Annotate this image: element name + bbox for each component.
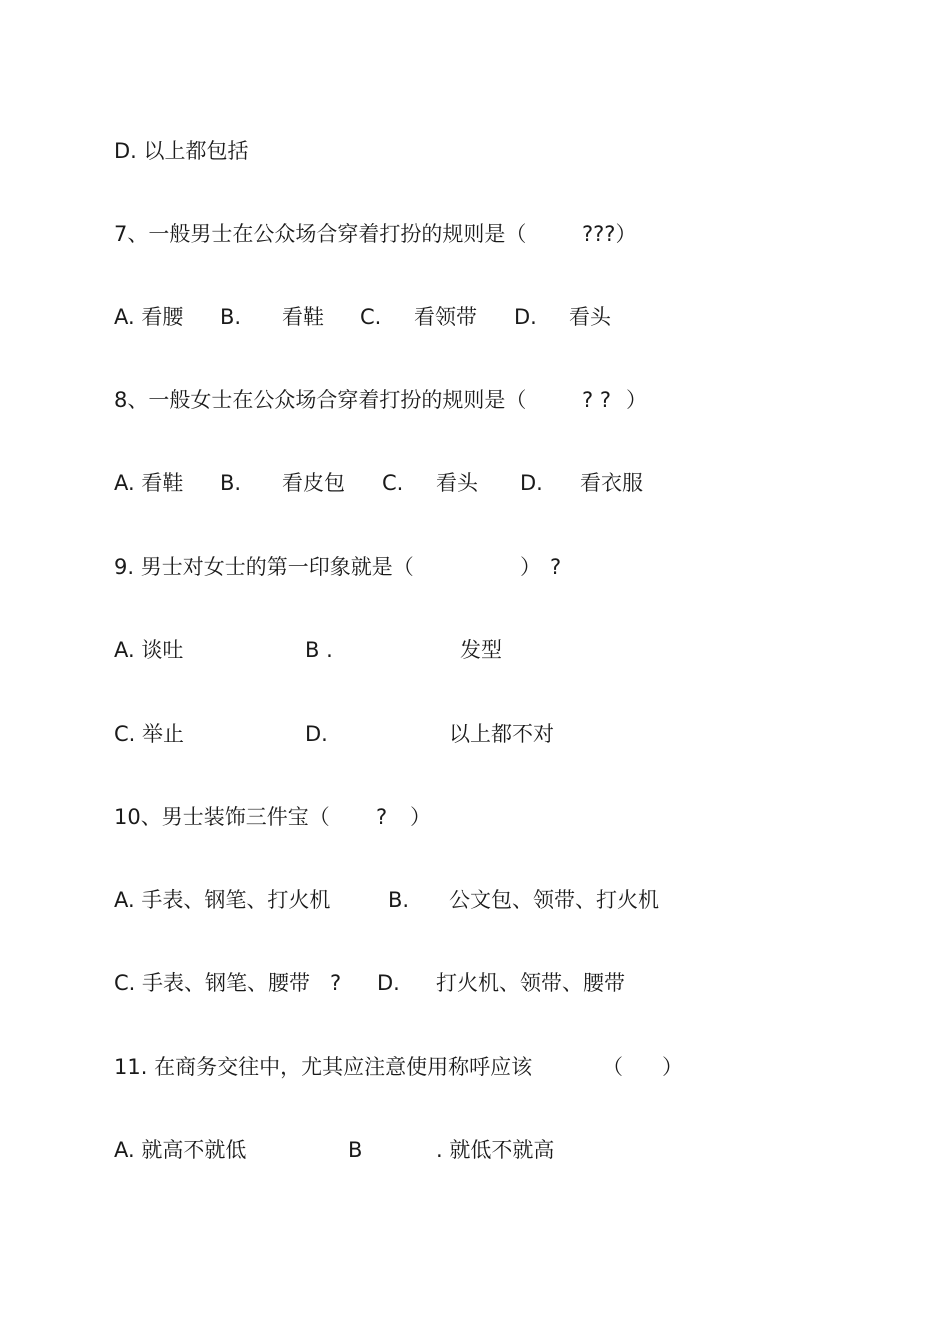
option-a-text: A. 谈吐 bbox=[114, 638, 184, 662]
option-b-label: B . bbox=[305, 638, 333, 662]
option-b-label: B. bbox=[220, 471, 242, 495]
option-d-label: D. bbox=[377, 971, 400, 995]
closing-paren: ） bbox=[662, 1055, 683, 1079]
answer-blank: ? bbox=[376, 805, 388, 829]
question-mark: ? bbox=[330, 971, 342, 995]
option-d-label: D. bbox=[520, 471, 543, 495]
option-a-text: A. 看腰 bbox=[114, 305, 184, 329]
question-text: 10、男士装饰三件宝（ bbox=[114, 805, 330, 829]
closing-paren: ） bbox=[520, 555, 541, 579]
option-b-text: 公文包、领带、打火机 bbox=[449, 888, 659, 912]
option-b-text: . 就低不就高 bbox=[436, 1138, 555, 1162]
option-c-label: C. bbox=[360, 305, 382, 329]
option-c-text: 看头 bbox=[436, 471, 478, 495]
closing-paren: ） bbox=[626, 388, 647, 412]
option-c-label: C. bbox=[382, 471, 404, 495]
option-b-text: 看皮包 bbox=[282, 471, 345, 495]
option-c-text: 看领带 bbox=[414, 305, 477, 329]
option-b-label: B. bbox=[220, 305, 242, 329]
option-a-text: A. 就高不就低 bbox=[114, 1138, 247, 1162]
option-d-text: 打火机、领带、腰带 bbox=[436, 971, 625, 995]
opening-paren: （ bbox=[602, 1055, 623, 1079]
option-b-text: 看鞋 bbox=[282, 305, 324, 329]
answer-blank: ???） bbox=[582, 222, 637, 246]
question-text: 7、一般男士在公众场合穿着打扮的规则是（ bbox=[114, 222, 527, 246]
option-d-label: D. bbox=[305, 722, 328, 746]
option-b-text: 发型 bbox=[460, 638, 502, 662]
option-d-text: D. 以上都包括 bbox=[114, 139, 249, 163]
option-c-text: C. 举止 bbox=[114, 722, 185, 746]
question-text: 9. 男士对女士的第一印象就是（ bbox=[114, 555, 414, 579]
question-mark: ? bbox=[550, 555, 562, 579]
option-a-text: A. 看鞋 bbox=[114, 471, 184, 495]
option-d-text: 看头 bbox=[569, 305, 611, 329]
option-d-label: D. bbox=[514, 305, 537, 329]
closing-paren: ） bbox=[410, 805, 431, 829]
option-d-text: 以上都不对 bbox=[449, 722, 554, 746]
option-c-text: C. 手表、钢笔、腰带 bbox=[114, 971, 311, 995]
option-b-label: B. bbox=[388, 888, 410, 912]
option-b-label: B bbox=[348, 1138, 363, 1162]
question-text: 8、一般女士在公众场合穿着打扮的规则是（ bbox=[114, 388, 527, 412]
option-d-text: 看衣服 bbox=[580, 471, 643, 495]
option-a-text: A. 手表、钢笔、打火机 bbox=[114, 888, 331, 912]
question-text: 11. 在商务交往中，尤其应注意使用称呼应该 bbox=[114, 1055, 533, 1079]
answer-blank: ? ? bbox=[582, 388, 611, 412]
